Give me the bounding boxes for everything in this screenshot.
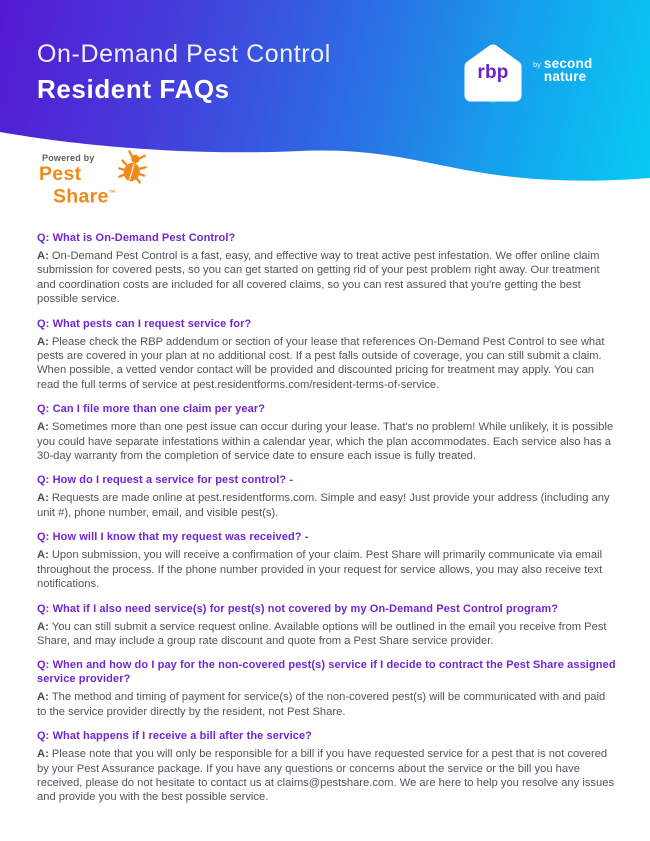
- answer-text: Upon submission, you will receive a confirmation of your claim. Pest Share will primarily communicate via email throughout the process. If the phone number provided in your request for service allows, you may also receive text notifications.: [37, 549, 603, 591]
- trademark-symbol: ™: [108, 190, 117, 197]
- faq-answer: [37, 249, 617, 307]
- faq-item: [37, 602, 617, 649]
- faq-question: Q: When and how do I pay for the non-covered pest(s) service if I decide to contract the Pest Share assigned service provider?: [37, 659, 616, 686]
- answer-text: Please note that you will only be responsible for a bill if you have requested service for a pest that is not covered by your Pest Assurance package. If you have any questions or concerns about the service or the bill you have received, please do not hesitate to contact us at claims@pestshare.com. We are here to help you resolve any issues and provide you with the best possible service.: [37, 748, 615, 804]
- faq-item: [37, 729, 617, 805]
- faq-question: Q: What pests can I request service for?: [37, 317, 252, 330]
- faq-question: Q: How do I request a service for pest control? -: [37, 474, 294, 487]
- faq-answer: [37, 491, 617, 520]
- faq-item: [37, 658, 617, 719]
- answer-prefix: A:: [37, 691, 49, 704]
- brand-word-second: second: [543, 56, 593, 71]
- pestshare-logo: [39, 153, 139, 207]
- faq-question: Q: What if I also need service(s) for pest(s) not covered by my On-Demand Pest Control program?: [37, 602, 559, 615]
- faq-question: Q: What is On-Demand Pest Control?: [37, 232, 236, 244]
- faq-item: [37, 317, 617, 393]
- answer-text: Please check the RBP addendum or section of your lease that references On-Demand Pest Control to see what pests are covered in your plan at no additional cost. If a pest falls outside of coverage, you can still submit a claim. When possible, a vetted vendor contact will be provided and discounted pricing for treatment may apply. You can read the full terms of service at pest.residentforms.com/resident-terms-of-service.: [37, 335, 605, 391]
- answer-text: You can still submit a service request online. Available options will be outlined in the email you receive from Pest Share, and may include a group rate discount and quote from a Pest Share service provider.: [37, 620, 607, 647]
- rbp-logo: [462, 42, 592, 104]
- faq-list: [37, 231, 617, 815]
- pestshare-word-pest: Pest: [39, 163, 82, 185]
- faq-item: [37, 402, 617, 463]
- pestshare-wordmark: [39, 165, 139, 207]
- page-title: On-Demand Pest Control: [37, 40, 331, 68]
- faq-answer: [37, 747, 617, 805]
- answer-text: Sometimes more than one pest issue can occur during your lease. That's no problem! While unlikely, it is possible you could have separate infestations within a calendar year, which the plan accommodates. Each service also has a 30-day warranty from the completion of service date to ensure each issue is fully treated.: [37, 421, 614, 463]
- faq-item: [37, 231, 617, 307]
- rbp-logo-mark: [462, 42, 524, 104]
- page-subtitle: Resident FAQs: [37, 73, 230, 104]
- banner-text: [37, 40, 331, 103]
- answer-prefix: A:: [37, 748, 49, 761]
- faq-answer: [37, 420, 617, 463]
- answer-prefix: A:: [37, 421, 49, 434]
- faq-answer: [37, 335, 617, 393]
- brand-word-nature: nature: [543, 68, 587, 84]
- answer-prefix: A:: [37, 250, 49, 262]
- faq-item: [37, 473, 617, 520]
- by-label: by: [533, 60, 541, 69]
- answer-prefix: A:: [37, 549, 49, 562]
- answer-prefix: A:: [37, 620, 49, 633]
- rbp-logo-text: rbp: [477, 62, 509, 83]
- answer-prefix: A:: [37, 335, 49, 348]
- faq-item: [37, 530, 617, 591]
- answer-text: Requests are made online at pest.residentforms.com. Simple and easy! Just provide your address (including any unit #), phone number, email, and visible pest(s).: [37, 492, 610, 519]
- faq-question: Q: How will I know that my request was received? -: [37, 531, 309, 544]
- answer-prefix: A:: [37, 492, 49, 505]
- answer-text: The method and timing of payment for service(s) of the non-covered pest(s) will be communicated with and paid to the service provider directly by the resident, not Pest Share.: [37, 691, 606, 718]
- pestshare-word-share: Share: [53, 185, 109, 208]
- powered-by-label: Powered by: [42, 153, 95, 163]
- faq-answer: [37, 620, 617, 649]
- answer-text: On-Demand Pest Control is a fast, easy, and effective way to treat active pest infestation. We offer online claim submission for covered pests, so you can get started on getting rid of your pest problem right away. Our treatment and coordination costs are included for all covered claims, so you can rest assured that you're getting the best possible service.: [37, 250, 600, 306]
- faq-answer: [37, 690, 617, 719]
- faq-question: Q: What happens if I receive a bill after the service?: [37, 730, 312, 743]
- faq-question: Q: Can I file more than one claim per year?: [37, 403, 266, 416]
- second-nature-wordmark: [533, 58, 592, 83]
- faq-answer: [37, 548, 617, 591]
